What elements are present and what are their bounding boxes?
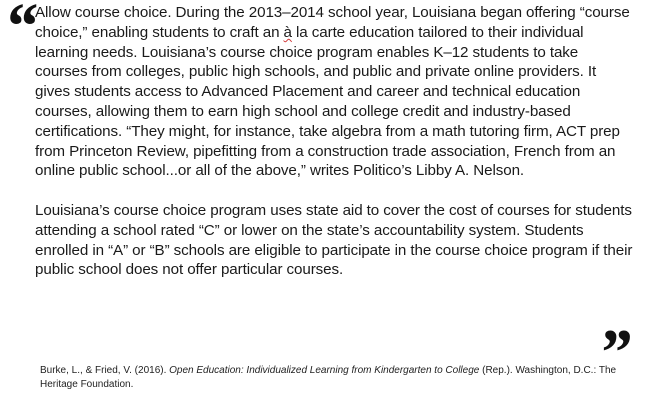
quote-body xyxy=(35,3,633,280)
spellcheck-flagged-word: à xyxy=(283,23,292,41)
citation-title: Open Education: Individualized Learning from Kindergarten to College xyxy=(169,365,480,376)
quote-paragraph-2: Louisiana’s course choice program uses state aid to cover the cost of courses for students attending a school rated “C” or lower on the state’s accountability system. Students enrolled in “A” or “B” schools are eligible to participate in the course choice program if their public school does not offer particular courses. xyxy=(35,201,633,279)
quote-paragraph-1-text-start: Allow course choice. During the 2013–2014 school year, Louisiana began offering “course choice,” enabling students to craft an xyxy=(35,4,630,41)
quote-paragraph-1 xyxy=(35,3,633,181)
quote-paragraph-1-text-end: la carte education tailored to their individual learning needs. Louisiana’s course choice program enables K–12 students to take courses from colleges, public high schools, and public and private online providers. It gives students access to Advanced Placement and career and technical education courses, allowing them to earn high school and college credit and industry-based certifications. “They might, for instance, take algebra from a math tutoring firm, ACT prep from Princeton Review, pipefitting from a construction trade association, French from an online public school...or all of the above,” writes Politico’s Libby A. Nelson. xyxy=(35,23,620,180)
opening-quote-mark: “ xyxy=(4,0,37,63)
closing-quote-mark: ” xyxy=(598,316,631,389)
citation-authors: Burke, L., & Fried, V. (2016). xyxy=(40,365,170,376)
citation xyxy=(40,364,635,391)
citation-publisher: (Rep.). Washington, D.C.: The Heritage Foundation. xyxy=(40,365,617,390)
